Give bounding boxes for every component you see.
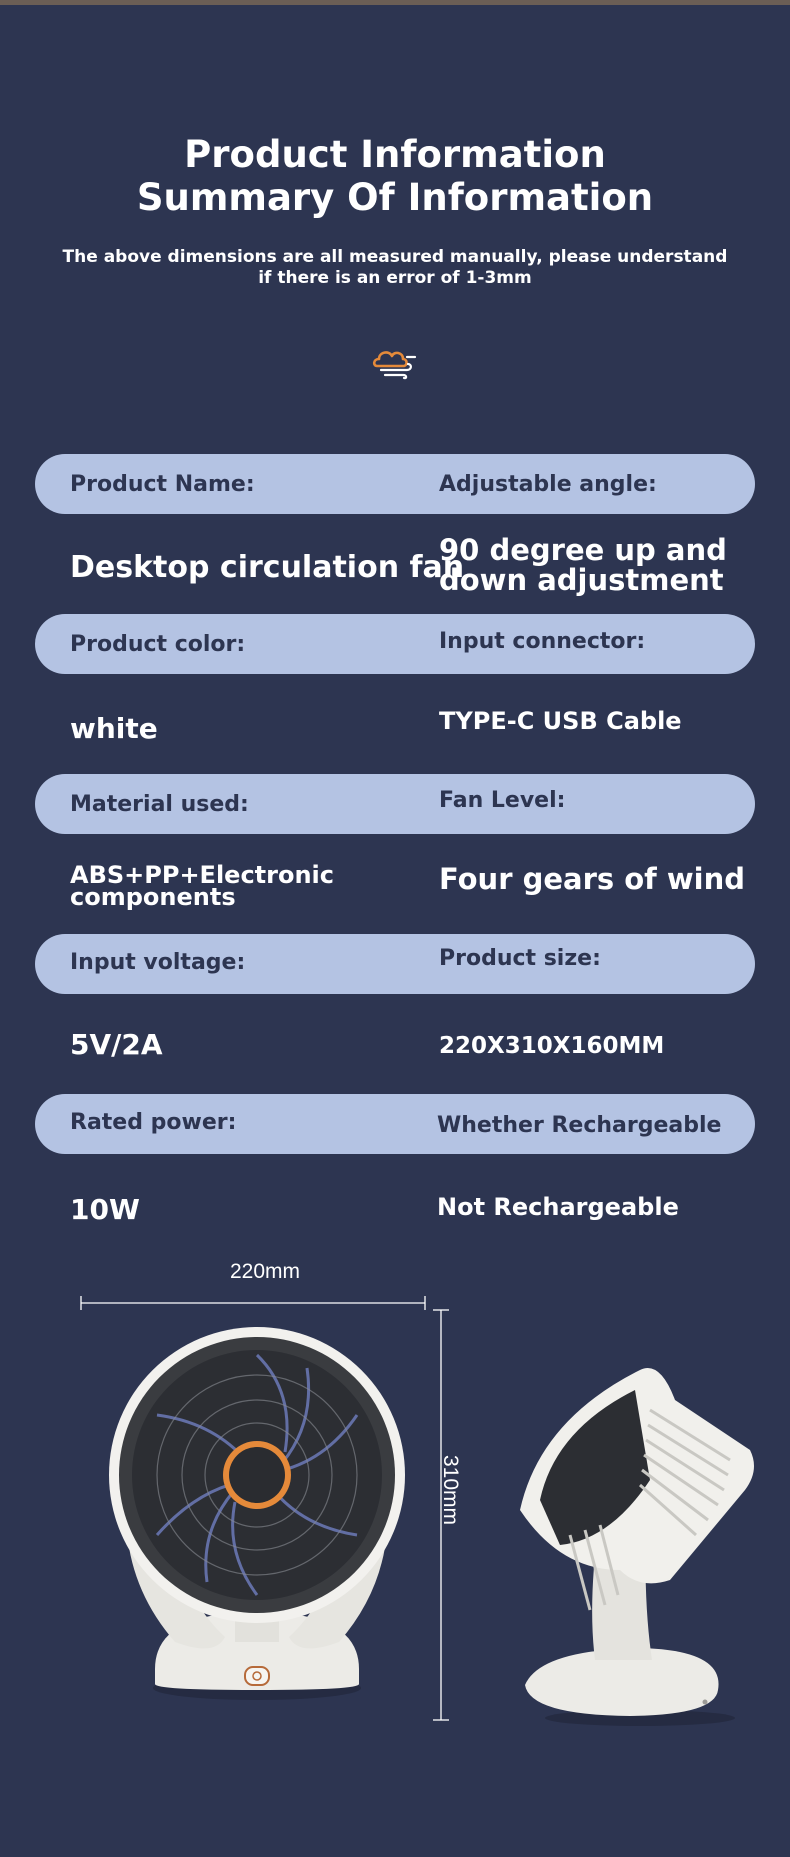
product-color-value: white: [70, 712, 158, 745]
product-size-label: Product size:: [439, 946, 601, 971]
rechargeable-label: Whether Rechargeable: [437, 1113, 722, 1138]
rated-power-value: 10W: [70, 1193, 140, 1226]
material-used-value-line1: ABS+PP+Electronic: [70, 861, 335, 889]
width-dimension-line: [80, 1296, 426, 1310]
rated-power-label: Rated power:: [70, 1110, 237, 1135]
fan-level-label: Fan Level:: [439, 788, 566, 813]
product-name-label: Product Name:: [70, 472, 255, 497]
input-voltage-label: Input voltage:: [70, 950, 246, 975]
measurement-note-line1: The above dimensions are all measured manually, please understand: [62, 247, 728, 267]
page-subtitle: Summary Of Information: [136, 176, 654, 219]
adjustable-angle-label: Adjustable angle:: [439, 472, 657, 497]
adjustable-angle-value-line1: 90 degree up and: [439, 533, 727, 567]
measurement-note-line2: if there is an error of 1-3mm: [258, 268, 532, 288]
product-name-value: Desktop circulation fan: [70, 550, 465, 585]
rechargeable-value: Not Rechargeable: [437, 1193, 679, 1221]
fan-side-view-image: [500, 1330, 760, 1725]
height-dimension-label: 310mm: [439, 1455, 462, 1526]
input-connector-label: Input connector:: [439, 629, 646, 654]
product-color-label: Product color:: [70, 632, 246, 657]
top-edge-strip: [0, 0, 790, 5]
material-used-value-line2: components: [70, 883, 236, 911]
page-title: Product Information: [184, 133, 606, 176]
cloud-wind-icon: [371, 344, 419, 378]
material-used-label: Material used:: [70, 792, 249, 817]
adjustable-angle-value-line2: down adjustment: [439, 563, 724, 597]
input-voltage-value: 5V/2A: [70, 1028, 163, 1061]
fan-level-value: Four gears of wind: [439, 862, 746, 896]
input-connector-value: TYPE-C USB Cable: [439, 707, 682, 735]
fan-front-view-image: [85, 1312, 430, 1727]
width-dimension-label: 220mm: [230, 1260, 301, 1283]
product-size-value: 220X310X160MM: [439, 1033, 665, 1059]
